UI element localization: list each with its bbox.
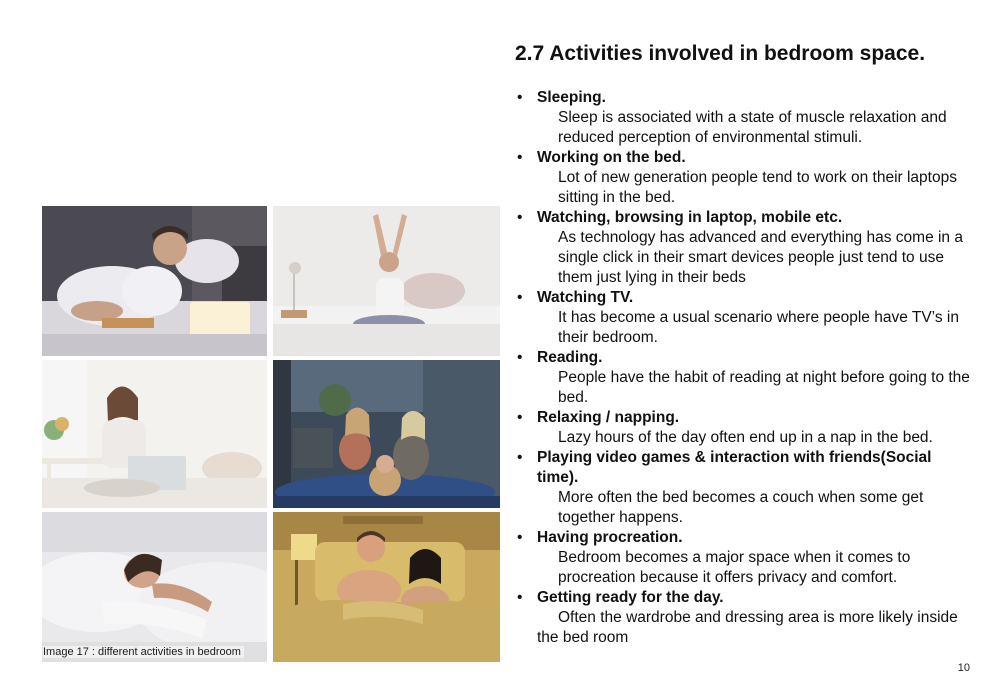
activity-heading: • Working on the bed.: [537, 149, 686, 166]
list-item: [515, 288, 975, 348]
photo-woman-with-laptop: [42, 360, 267, 508]
activity-description: More often the bed becomes a couch when some get together happens.: [558, 489, 924, 526]
activity-description: Lot of new generation people tend to work on their laptops sitting in the bed.: [558, 169, 957, 206]
list-item: [515, 148, 975, 208]
activity-heading: • Having procreation.: [537, 529, 683, 546]
activity-heading: • Relaxing / napping.: [537, 409, 680, 426]
activity-description: Bedroom becomes a major space when it comes to procreation because it offers privacy and comfort.: [558, 549, 911, 586]
photo-man-reading-in-bed: [42, 206, 267, 356]
photo-couple-in-bed: [273, 512, 500, 662]
activity-heading: • Getting ready for the day.: [537, 589, 724, 606]
activities-list: [515, 88, 975, 648]
activity-heading: • Sleeping.: [537, 89, 606, 106]
photo-woman-stretching-in-bed: [273, 206, 500, 356]
photo-grid: [42, 206, 500, 662]
activity-description: Sleep is associated with a state of muscle relaxation and reduced perception of environmental stimuli.: [558, 109, 947, 146]
section-title: 2.7 Activities involved in bedroom space.: [515, 42, 926, 65]
list-item: [515, 88, 975, 148]
photo-friends-on-bed: [273, 360, 500, 508]
list-item: [515, 348, 975, 408]
page-number: 10: [957, 662, 970, 674]
list-item: [515, 588, 975, 648]
photo-woman-napping: [42, 512, 267, 662]
list-item: [515, 528, 975, 588]
activity-heading: • Watching, browsing in laptop, mobile etc.: [537, 209, 843, 226]
list-item: [515, 408, 975, 448]
image-caption: Image 17 : different activities in bedroom: [43, 646, 244, 658]
list-item: [515, 448, 975, 528]
activity-description: It has become a usual scenario where people have TV’s in their bedroom.: [558, 309, 959, 346]
activity-description: Often the wardrobe and dressing area is more likely inside the bed room: [537, 609, 958, 646]
activity-heading: • Reading.: [537, 349, 603, 366]
list-item: [515, 208, 975, 288]
activity-description: Lazy hours of the day often end up in a nap in the bed.: [558, 429, 933, 446]
activity-heading: • Playing video games & interaction with friends(Social time).: [537, 449, 932, 486]
activity-description: People have the habit of reading at night before going to the bed.: [558, 369, 970, 406]
activity-description: As technology has advanced and everything has come in a single click in their smart devices people just tend to use them just lying in their beds: [558, 229, 963, 286]
activity-heading: • Watching TV.: [537, 289, 634, 306]
